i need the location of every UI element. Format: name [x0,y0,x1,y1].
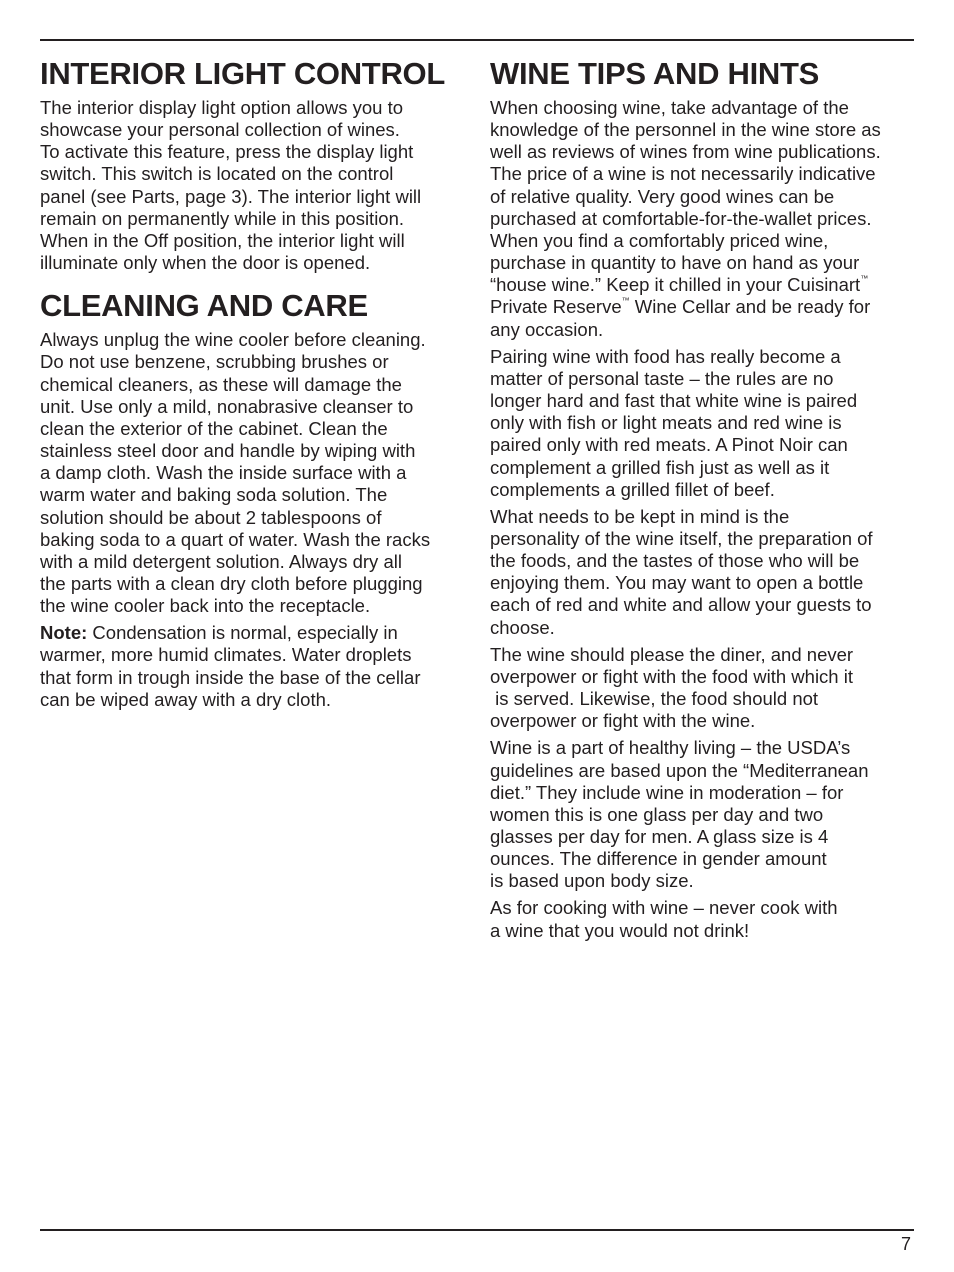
text-line: of relative quality. Very good wines can be [490,185,835,207]
text-line: warmer, more humid climates. Water droplets [40,644,412,666]
text-line [490,274,920,296]
text-line: a wine that you would not drink! [490,919,750,941]
text-line: women this is one glass per day and two [490,803,824,825]
wine-paragraph-4 [490,644,920,733]
text-line: is based upon body size. [490,870,694,892]
text-line: any occasion. [490,318,604,340]
text-line: baking soda to a quart of water. Wash the racks [40,528,431,550]
text-line: the wine cooler back into the receptacle. [40,595,371,617]
text-line: Do not use benzene, scrubbing brushes or [40,351,389,373]
text-line: What needs to be kept in mind is the [490,505,790,527]
wine-paragraph-1 [490,97,920,341]
text-line: matter of personal taste – the rules are no [490,367,834,389]
bottom-rule [40,1229,914,1231]
text-line: the foods, and the tastes of those who will be [490,550,860,572]
text-line: only with fish or light meats and red wine is [490,412,842,434]
text-line: glasses per day for men. A glass size is 4 [490,826,829,847]
text-line: The wine should please the diner, and never [490,643,854,665]
interior-light-paragraph [40,97,468,274]
text-line: Wine is a part of healthy living – the USDA’s [490,737,851,759]
text-segment: Wine Cellar and be ready for [629,296,871,318]
text-line: remain on permanently while in this position. [40,207,405,229]
text-line: can be wiped away with a dry cloth. [40,688,332,710]
wine-paragraph-6 [490,897,920,941]
text-line: The interior display light option allows you to [40,97,403,118]
text-line: Always unplug the wine cooler before cleaning. [40,329,426,351]
text-line: To activate this feature, press the display light [40,141,414,163]
cleaning-paragraph [40,329,468,617]
text-line: unit. Use only a mild, nonabrasive cleanser to [40,395,414,417]
text-line: chemical cleaners, as these will damage the [40,373,402,395]
text-line: Pairing wine with food has really become a [490,345,841,367]
text-line: illuminate only when the door is opened. [40,252,371,274]
cleaning-care-heading: CLEANING AND CARE [40,288,368,324]
text-line: longer hard and fast that white wine is paired [490,390,858,412]
text-line: As for cooking with wine – never cook with [490,897,838,919]
text-line: with a mild detergent solution. Always dry all [40,550,402,572]
text-line [490,296,920,318]
text-line: knowledge of the personnel in the wine store as [490,119,881,141]
text-line: complement a grilled fish just as well as it [490,456,830,478]
right-column [490,56,920,947]
page-number: 7 [900,1234,911,1254]
text-line: complements a grilled fillet of beef. [490,478,775,500]
text-line: ounces. The difference in gender amount [490,848,827,870]
text-line: switch. This switch is located on the control [40,163,394,185]
text-line: When you find a comfortably priced wine, [490,229,829,251]
text-line: overpower or fight with the food with which it [490,665,853,687]
text-line: When in the Off position, the interior light will [40,229,405,251]
interior-light-heading: INTERIOR LIGHT CONTROL [40,56,445,91]
text-segment: “house wine.” Keep it chilled in your Cuisinart [490,274,861,296]
text-line: When choosing wine, take advantage of the [490,97,849,118]
text-line: each of red and white and allow your guests to [490,594,872,616]
text-line: purchase in quantity to have on hand as your [490,252,860,274]
text-line: overpower or fight with the wine. [490,710,756,732]
text-line: showcase your personal collection of wines. [40,119,400,141]
wine-paragraph-3 [490,506,920,639]
text-line: purchased at comfortable-for-the-wallet prices. [490,207,872,229]
wine-paragraph-5 [490,737,920,892]
text-line: clean the exterior of the cabinet. Clean the [40,417,388,439]
left-column [40,56,468,716]
text-line [40,622,468,644]
note-paragraph [40,622,468,711]
text-line: is served. Likewise, the food should not [490,688,819,710]
trademark-symbol: ™ [621,296,630,306]
top-rule [40,39,914,41]
trademark-symbol: ™ [860,274,869,284]
text-segment: Private Reserve [490,296,622,318]
text-line: the parts with a clean dry cloth before plugging [40,572,423,594]
text-line: The price of a wine is not necessarily indicative [490,163,876,185]
text-line: solution should be about 2 tablespoons of [40,506,382,528]
text-line: stainless steel door and handle by wiping with [40,440,416,462]
text-line: that form in trough inside the base of the cellar [40,666,421,688]
note-text: Condensation is normal, especially in [87,622,398,644]
text-line: a damp cloth. Wash the inside surface with a [40,462,407,484]
text-line: warm water and baking soda solution. The [40,484,388,506]
text-line: diet.” They include wine in moderation – for [490,781,844,803]
text-line: well as reviews of wines from wine publications. [490,141,881,163]
text-line: guidelines are based upon the “Mediterranean [490,759,869,781]
text-line: panel (see Parts, page 3). The interior light will [40,185,422,207]
wine-paragraph-2 [490,346,920,501]
text-line: paired only with red meats. A Pinot Noir can [490,434,848,456]
text-line: enjoying them. You may want to open a bottle [490,572,864,594]
note-label: Note: [40,622,88,644]
text-line: choose. [490,616,555,638]
wine-tips-heading: WINE TIPS AND HINTS [490,56,819,91]
text-line: personality of the wine itself, the preparation of [490,527,873,549]
